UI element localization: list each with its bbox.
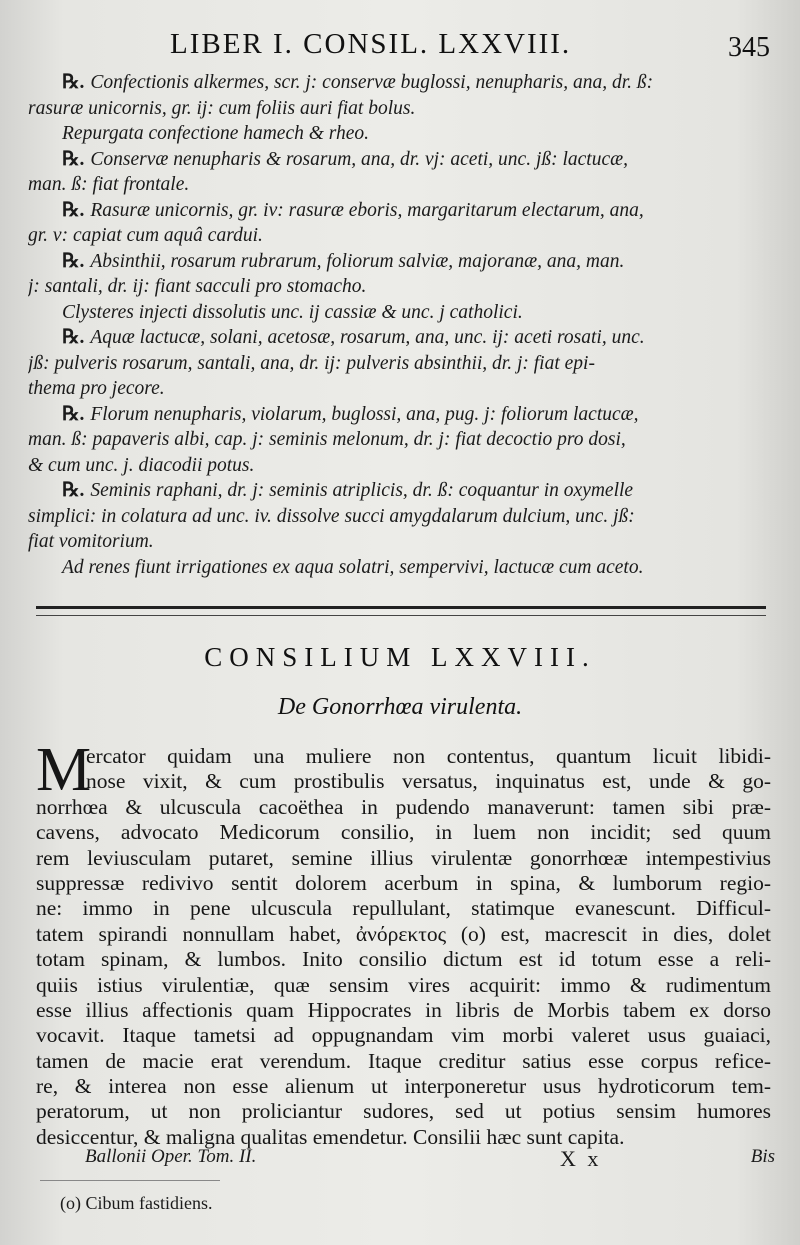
signature-mark: Ballonii Oper. Tom. II. [85,1146,257,1167]
body-line: desiccentur, & maligna qualitas emendetur. Consilii hæc sunt capita. [36,1124,625,1149]
prescription-line [28,453,773,479]
catchword: Bis [750,1146,775,1167]
prescription-text: rasuræ unicornis, gr. ij: cum foliis auri fiat bolus. [28,97,416,119]
prescription-text: j: santali, dr. ij: fiant sacculi pro stomacho. [28,276,367,297]
prescription-text: Clysteres injecti dissolutis unc. ij cassiæ & unc. j catholici. [62,301,523,323]
recipe-symbol: ℞. [62,250,85,272]
body-line: re, & interea non esse alienum ut interponeretur usus hydroticorum tem- [36,1074,771,1099]
body-line: suppressæ redivivo sentit dolorem acerbum in spina, & lumborum regio- [36,870,771,895]
prescription-text: & cum unc. j. diacodii potus. [28,454,255,476]
prescription-text: man. ß: fiat frontale. [28,174,190,195]
prescription-line [28,504,773,530]
running-head [0,28,800,68]
prescription-text: Aquæ lactucæ, solani, acetosæ, rosarum, ana, unc. ij: aceti rosati, unc. [90,327,645,348]
body-line: tatem spirandi nonnullam habet, ἀνόρεκτος (o) est, macrescit in dies, dolet [36,921,771,946]
consilium-body [36,736,771,1150]
drop-cap: M [36,736,92,804]
prescription-text: Ad renes fiunt irrigationes ex aqua solatri, sempervivi, lactucæ cum aceto. [62,556,644,578]
prescription-text: gr. v: capiat cum aquâ cardui. [28,225,263,246]
body-line: nose vixit, & cum prostibulis versatus, inquinatus est, unde & go- [86,769,771,794]
recipe-symbol: ℞. [62,403,85,425]
body-line: esse illius affectionis quam Hippocrates in libris de Morbis tabem ex dorso [36,997,771,1022]
body-line: ne: immo in pene ulcuscula repullulant, statimque evanescunt. Difficul- [36,896,771,921]
recipe-symbol: ℞. [62,199,85,221]
prescription-line [28,198,773,224]
body-line: peratorum, ut non proliciantur sudores, sed ut potius sensim humores [36,1099,771,1124]
gathering-signature: X x [560,1146,602,1171]
prescription-line [28,223,773,249]
footnote: (o) Cibum fastidiens. [60,1193,213,1213]
body-line: quiis istius virulentiæ, quæ sensim vires acquirit: immo & rudimentum [36,972,771,997]
prescription-line [28,555,773,581]
prescription-text: fiat vomitorium. [28,531,154,552]
prescription-text: Conservæ nenupharis & rosarum, ana, dr. vj: aceti, unc. jß: lactucæ, [90,148,629,170]
prescription-line [28,529,773,555]
prescription-list [28,70,773,580]
prescription-line [28,172,773,198]
prescription-text: Seminis raphani, dr. j: seminis atriplicis, dr. ß: coquantur in oxymelle [90,480,634,501]
prescription-line [28,325,773,351]
body-line: cavens, advocato Medicorum consilio, in luem non incidit; sed quum [36,820,771,845]
body-line: tamen de macie erat verendum. Itaque creditur satius esse corpus refice- [36,1048,771,1073]
prescription-text: thema pro jecore. [28,378,165,399]
prescription-text: Rasuræ unicornis, gr. iv: rasuræ eboris, margaritarum electarum, ana, [90,199,644,221]
prescription-line [28,300,773,326]
prescription-line [28,249,773,275]
running-title: LIBER I. CONSIL. LXXVIII. [170,28,572,60]
consilium-subtitle: De Gonorrhœa virulenta. [277,694,523,720]
section-divider [36,606,766,616]
body-line: norrhœa & ulcuscula cacoëthea in pudendo manaverunt: tamen sibi præ- [36,794,771,819]
prescription-text: man. ß: papaveris albi, cap. j: seminis melonum, dr. j: fiat decoctio pro dosi, [28,429,626,450]
recipe-symbol: ℞. [62,72,85,93]
prescription-text: Absinthii, rosarum rubrarum, foliorum salviæ, majoranæ, ana, man. [90,250,625,272]
consilium-title: CONSILIUM LXXVIII. [204,642,596,672]
prescription-line [28,351,773,377]
prescription-line [28,274,773,300]
prescription-text: Confectionis alkermes, scr. j: conservæ buglossi, nenupharis, ana, dr. ß: [90,72,654,93]
prescription-line [28,427,773,453]
prescription-line [28,376,773,402]
body-line: vocavit. Itaque tametsi ad oppugnandam vim morbi valeret usus guaiaci, [36,1023,771,1048]
prescription-text: jß: pulveris rosarum, santali, ana, dr. ij: pulveris absinthii, dr. j: fiat epi- [28,352,595,374]
prescription-line [28,147,773,173]
recipe-symbol: ℞. [62,327,85,348]
prescription-line [28,121,773,147]
page-number: 345 [728,32,770,63]
body-line: rem leviusculam putaret, semine illius virulentæ gonorrhœæ intempestivius [36,845,771,870]
footnote-rule [40,1180,220,1181]
page-footer [85,1146,775,1170]
prescription-line [28,96,773,122]
prescription-text: Florum nenupharis, violarum, buglossi, ana, pug. j: foliorum lactucæ, [90,403,639,425]
body-line: ercator quidam una muliere non contentus, quantum licuit libidi- [86,744,771,768]
prescription-line [28,70,773,96]
body-line: totam spinam, & lumbos. Inito consilio dictum est id totum esse a reli- [36,947,771,972]
recipe-symbol: ℞. [62,480,85,501]
recipe-symbol: ℞. [62,148,85,170]
prescription-line [28,478,773,504]
prescription-text: simplici: in colatura ad unc. iv. dissolve succi amygdalarum dulcium, unc. jß: [28,505,635,527]
prescription-line [28,402,773,428]
prescription-text: Repurgata confectione hamech & rheo. [62,123,370,144]
